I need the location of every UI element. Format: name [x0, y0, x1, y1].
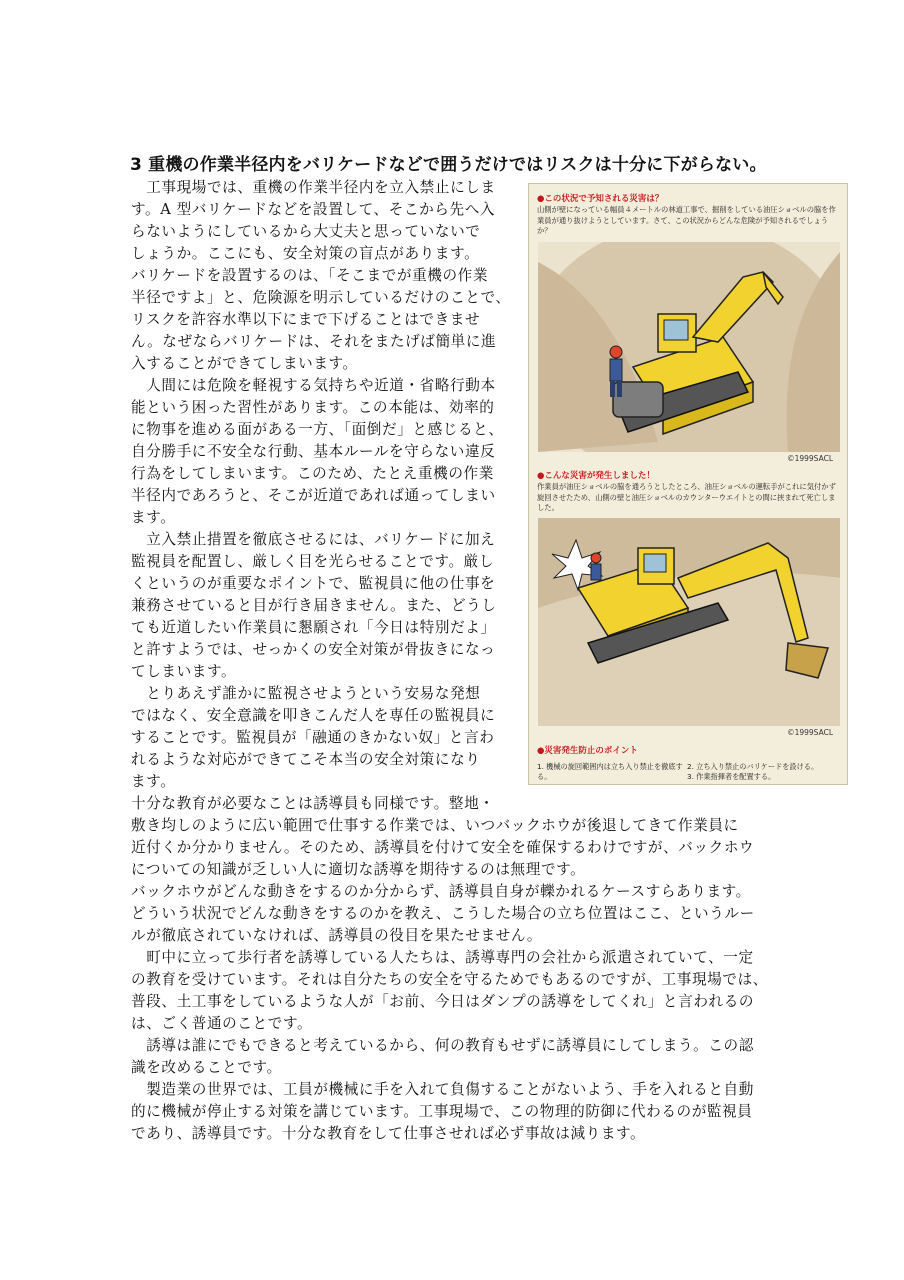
body-line: 普段、土工事をしているような人が「お前、今日はダンプの誘導をしてくれ」と言われるの — [131, 993, 755, 1010]
body-line: 近付くか分かりません。そのため、誘導員を付けて安全を確保するわけですが、バックホウ — [131, 839, 755, 856]
body-line: どういう状況でどんな動きをするのかを教え、こうした場合の立ち位置はここ、というルー — [131, 905, 755, 922]
body-line: ます。 — [131, 773, 176, 790]
body-line: 十分な教育が必要なことは誘導員も同様です。整地・ — [131, 795, 495, 812]
copyright-2: ©1999SACL — [787, 728, 833, 737]
points-heading: ●災害発生防止のポイント — [537, 746, 638, 756]
body-line: 監視員を配置し、厳しく目を光らせることです。厳し — [131, 553, 495, 570]
body-line: と許すようでは、せっかくの安全対策が骨抜きになっ — [131, 641, 496, 658]
body-line: す。A 型バリケードなどを設置して、そこから先へ入 — [131, 201, 496, 218]
body-line: 人間には危険を軽視する気持ちや近道・省略行動本 — [131, 377, 496, 394]
body-line: バックホウがどんな動きをするのか分からず、誘導員自身が轢かれるケースすらあります。 — [131, 883, 751, 900]
illustration-panel — [528, 183, 848, 785]
body-line: 製造業の世界では、工員が機械に手を入れて負傷することがないよう、手を入れると自動 — [131, 1081, 754, 1098]
copyright-1: ©1999SACL — [787, 454, 833, 463]
body-line: ではなく、安全意識を叩きこんだ人を専任の監視員に — [131, 707, 496, 724]
body-line: 工事現場では、重機の作業半径内を立入禁止にしま — [131, 179, 496, 196]
body-line: リスクを許容水準以下にまで下げることはできませ — [131, 311, 481, 328]
body-line: に物事を進める面がある一方、「面倒だ」と感じると、 — [131, 421, 504, 438]
body-line: することです。監視員が「融通のきかない奴」と言わ — [131, 729, 495, 746]
body-line: 立入禁止措置を徹底させるには、バリケードに加え — [131, 531, 496, 548]
question-text: 山側が壁になっている幅員４メートルの林道工事で、掘削をしている油圧ショベルの脇を作業員が通り抜けようとしています。さて、この状況からどんな危険が予知されるでしょうか？ — [537, 205, 836, 235]
body-line: 的に機械が停止する対策を講じています。工事現場で、この物理的防御に代わるのが監視員 — [131, 1103, 753, 1120]
body-line: らないようにしているから大丈夫と思っていないで — [131, 223, 481, 240]
scene-before-illustration — [538, 242, 840, 452]
body-line: 町中に立って歩行者を誘導している人たちは、誘導専門の会社から派遣されていて、一定 — [131, 949, 754, 966]
answer-heading: ●こんな災害が発生しました！ — [537, 471, 655, 481]
section-heading: 3 重機の作業半径内をバリケードなどで囲うだけではリスクは十分に下がらない。 — [130, 155, 767, 175]
body-line: 入することができてしまいます。 — [131, 355, 358, 372]
body-line: ルが徹底されていなければ、誘導員の役目を果たせません。 — [131, 927, 543, 944]
point-1: 1. 機械の旋回範囲内は立ち入り禁止を徹底する。 — [537, 762, 683, 781]
body-line: 行為をしてしまいます。このため、たとえ重機の作業 — [131, 465, 494, 482]
answer-text: 作業員が油圧ショベルの脇を通ろうとしたところ、油圧ショベルの運転手がこれに気付かず旋回させたため、山側の壁と油圧ショベルのカウンターウエイトとの間に挟まれて死亡しました。 — [537, 482, 836, 512]
body-line: 能という困った習性があります。この本能は、効率的 — [131, 399, 495, 416]
body-line: 誘導は誰にでもできると考えているから、何の教育もせずに誘導員にしてしまう。この認 — [131, 1037, 754, 1054]
body-line: は、ごく普通のことです。 — [131, 1015, 313, 1032]
point-3: 3. 作業指揮者を配置する。 — [687, 772, 776, 781]
body-line: しょうか。ここにも、安全対策の盲点があります。 — [131, 245, 480, 262]
body-line: バリケードを設置するのは、「そこまでが重機の作業 — [131, 267, 489, 284]
body-line: 半径内であろうと、そこが近道であれば通ってしまい — [131, 487, 496, 504]
body-line: であり、誘導員です。十分な教育をして仕事させれば必ず事故は減ります。 — [131, 1125, 646, 1142]
prevention-points — [537, 762, 842, 782]
body-line: 半径ですよ」と、危険源を明示しているだけのことで、 — [131, 289, 511, 306]
body-line: 識を改めることです。 — [131, 1059, 282, 1076]
body-line: てしまいます。 — [131, 663, 237, 680]
body-line: 自分勝手に不安全な行動、基本ルールを守らない違反 — [131, 443, 496, 460]
body-line: れるような対応ができてこそ本当の安全対策になり — [131, 751, 481, 768]
body-line: 兼務させていると目が行き届きません。また、どうし — [131, 597, 497, 614]
body-line: についての知識が乏しい人に適切な誘導を期待するのは無理です。 — [131, 861, 586, 878]
body-line: ても近道したい作業員に懇願され「今日は特別だよ」 — [131, 619, 496, 636]
point-2: 2. 立ち入り禁止のバリケードを設ける。 — [687, 762, 819, 771]
body-line: とりあえず誰かに監視させようという安易な発想 — [131, 685, 481, 702]
body-line: くというのが重要なポイントで、監視員に他の仕事を — [131, 575, 496, 592]
scene-accident-illustration — [538, 518, 840, 726]
body-line: 敷き均しのように広い範囲で仕事する作業では、いつバックホウが後退してきて作業員に — [131, 817, 739, 834]
body-line: ます。 — [131, 509, 176, 526]
body-line: の教育を受けています。それは自分たちの安全を守るためでもあるのですが、工事現場では、 — [131, 971, 768, 988]
question-heading: ●この状況で予知される災害は？ — [537, 194, 664, 204]
body-line: ん。なぜならバリケードは、それをまたげば簡単に進 — [131, 333, 497, 350]
